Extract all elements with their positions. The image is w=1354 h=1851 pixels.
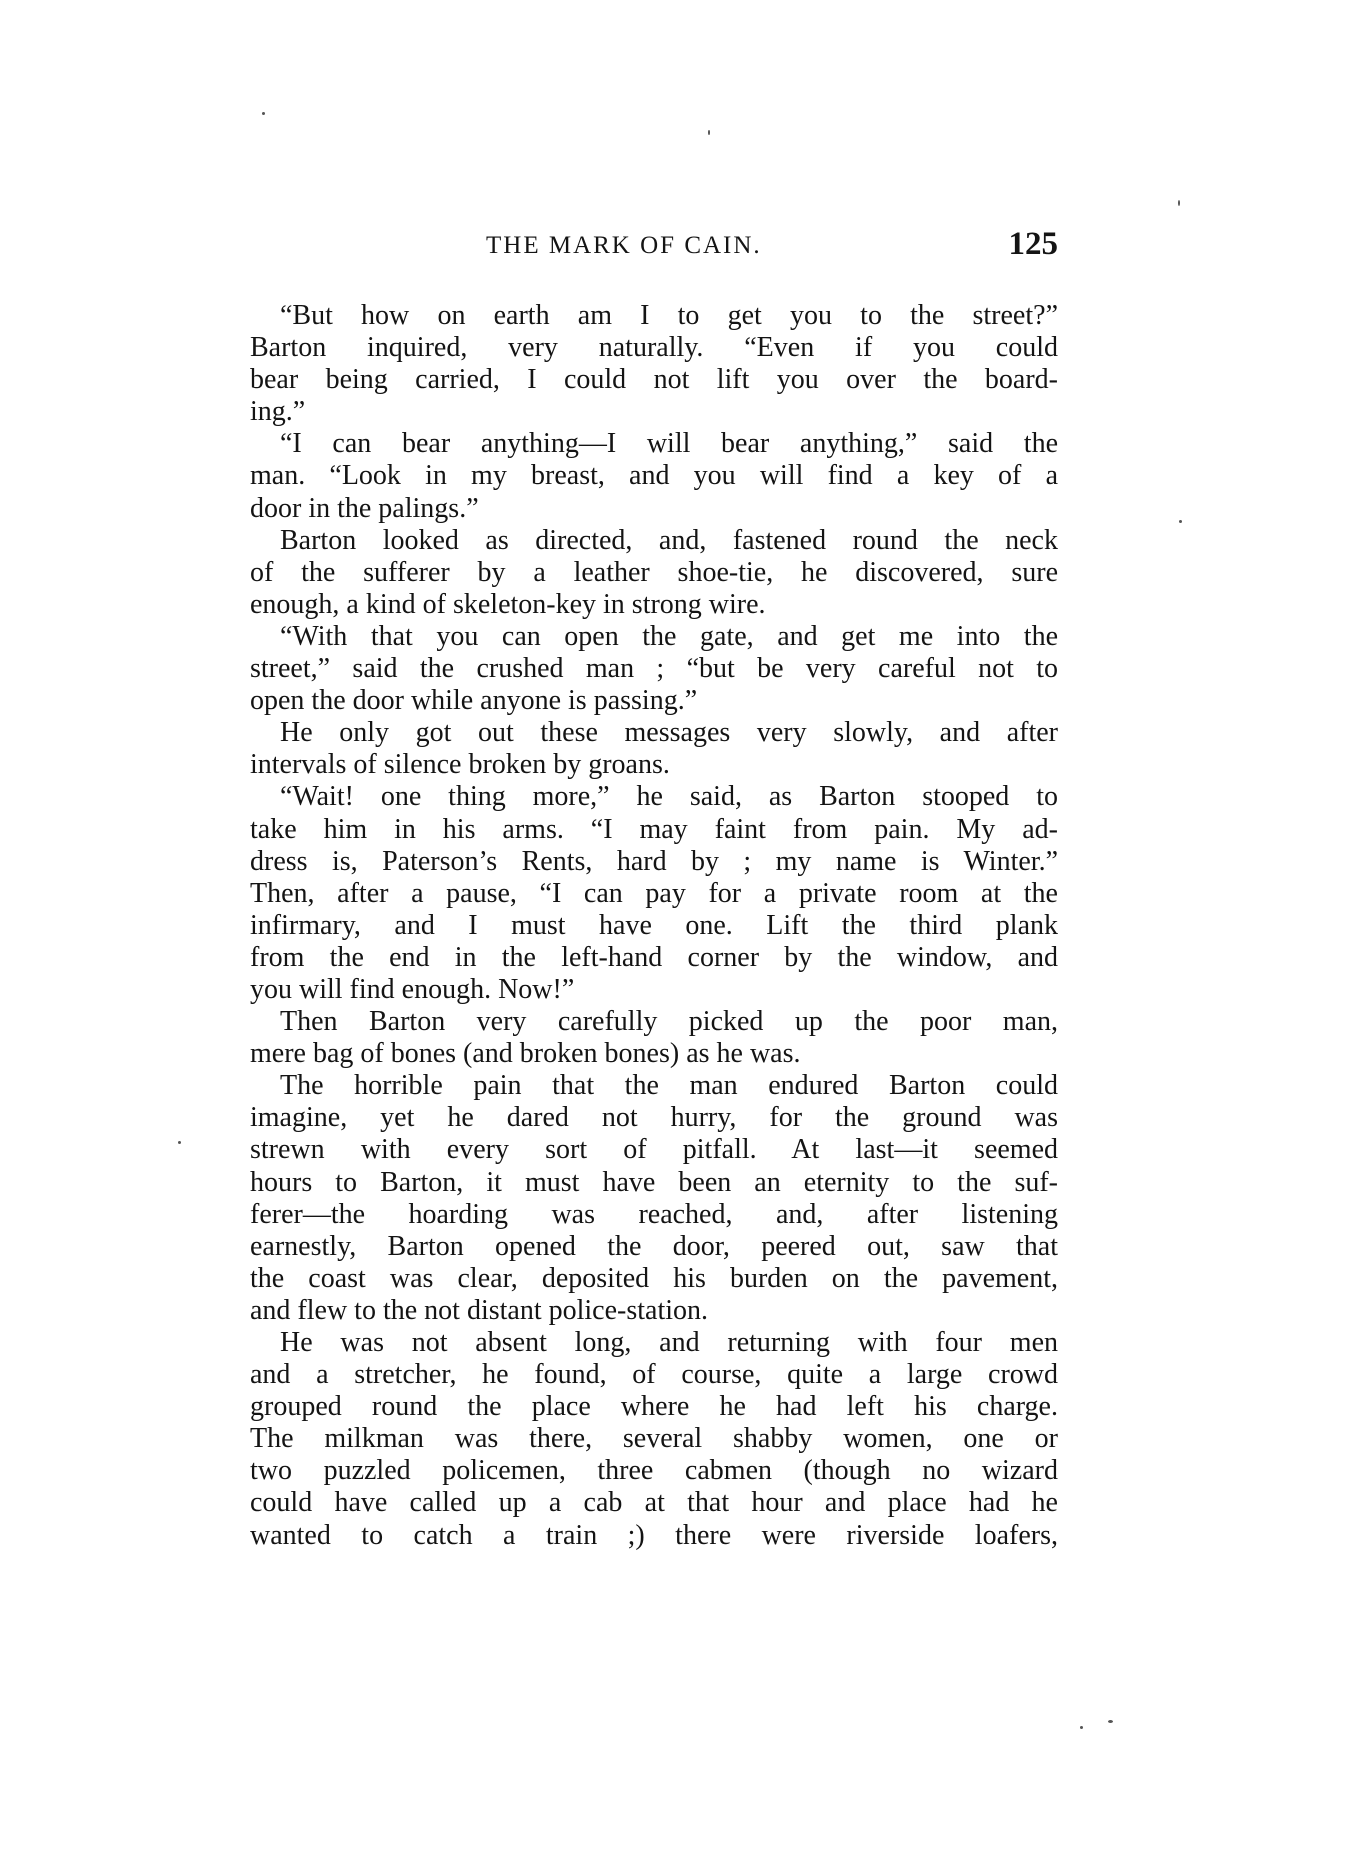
text-line: wanted to catch a train ;) there were riverside loafers, [250, 1519, 1058, 1551]
text-line: and a stretcher, he found, of course, quite a large crowd [250, 1359, 1058, 1391]
scan-speck [708, 130, 710, 135]
text-line: could have called up a cab at that hour and place had he [250, 1487, 1058, 1519]
text-line: take him in his arms. “I may faint from pain. My ad- [250, 813, 1058, 845]
text-line: open the door while anyone is passing.” [250, 685, 698, 717]
text-line: ing.” [250, 396, 306, 428]
page-number: 125 [1008, 226, 1058, 262]
text-line: you will find enough. Now!” [250, 973, 575, 1005]
text-line: grouped round the place where he had left his charge. [250, 1391, 1058, 1423]
body-text [250, 300, 1058, 1552]
scan-speck [1178, 200, 1180, 206]
text-line: “With that you can open the gate, and get me into the [280, 620, 1058, 652]
text-line: dress is, Paterson’s Rents, hard by ; my name is Winter.” [250, 845, 1058, 877]
running-title: THE MARK OF CAIN. [486, 232, 762, 259]
text-line: Then, after a pause, “I can pay for a private room at the [250, 877, 1058, 909]
scan-speck [1080, 1726, 1083, 1729]
text-line: intervals of silence broken by groans. [250, 749, 670, 781]
text-line: The milkman was there, several shabby women, one or [250, 1423, 1058, 1455]
text-line: “Wait! one thing more,” he said, as Barton stooped to [280, 781, 1058, 813]
text-line: door in the palings.” [250, 492, 479, 524]
text-line: from the end in the left-hand corner by the window, and [250, 941, 1058, 973]
text-line: ferer—the hoarding was reached, and, after listening [250, 1198, 1058, 1230]
scan-speck [262, 112, 265, 115]
text-line: Barton inquired, very naturally. “Even if you could [250, 332, 1058, 364]
text-line: the coast was clear, deposited his burden on the pavement, [250, 1262, 1058, 1294]
text-line: hours to Barton, it must have been an eternity to the suf- [250, 1166, 1058, 1198]
text-line: and flew to the not distant police-station. [250, 1294, 709, 1326]
text-line: infirmary, and I must have one. Lift the third plank [250, 909, 1058, 941]
text-line: of the sufferer by a leather shoe-tie, he discovered, sure [250, 556, 1058, 588]
text-line: man. “Look in my breast, and you will find a key of a [250, 460, 1058, 492]
text-line: earnestly, Barton opened the door, peered out, saw that [250, 1230, 1058, 1262]
text-line: two puzzled policemen, three cabmen (though no wizard [250, 1455, 1058, 1487]
text-line: The horrible pain that the man endured Barton could [280, 1070, 1058, 1102]
scan-speck [1179, 520, 1182, 523]
text-line: strewn with every sort of pitfall. At last—it seemed [250, 1134, 1058, 1166]
text-line: bear being carried, I could not lift you over the board- [250, 364, 1058, 396]
text-line: “But how on earth am I to get you to the street?” [280, 300, 1058, 331]
text-line: He was not absent long, and returning with four men [280, 1327, 1058, 1358]
text-line: He only got out these messages very slowly, and after [280, 717, 1058, 749]
scan-speck [178, 1141, 181, 1144]
running-head [250, 226, 1058, 266]
text-line: “I can bear anything—I will bear anything,” said the [280, 428, 1058, 460]
text-line: Barton looked as directed, and, fastened round the neck [280, 524, 1058, 556]
text-line: mere bag of bones (and broken bones) as he was. [250, 1038, 801, 1070]
text-line: Then Barton very carefully picked up the poor man, [280, 1006, 1058, 1038]
text-line: enough, a kind of skeleton-key in strong wire. [250, 588, 766, 620]
scan-speck [1108, 1720, 1113, 1723]
text-line: street,” said the crushed man ; “but be very careful not to [250, 653, 1058, 685]
text-line: imagine, yet he dared not hurry, for the ground was [250, 1102, 1058, 1134]
